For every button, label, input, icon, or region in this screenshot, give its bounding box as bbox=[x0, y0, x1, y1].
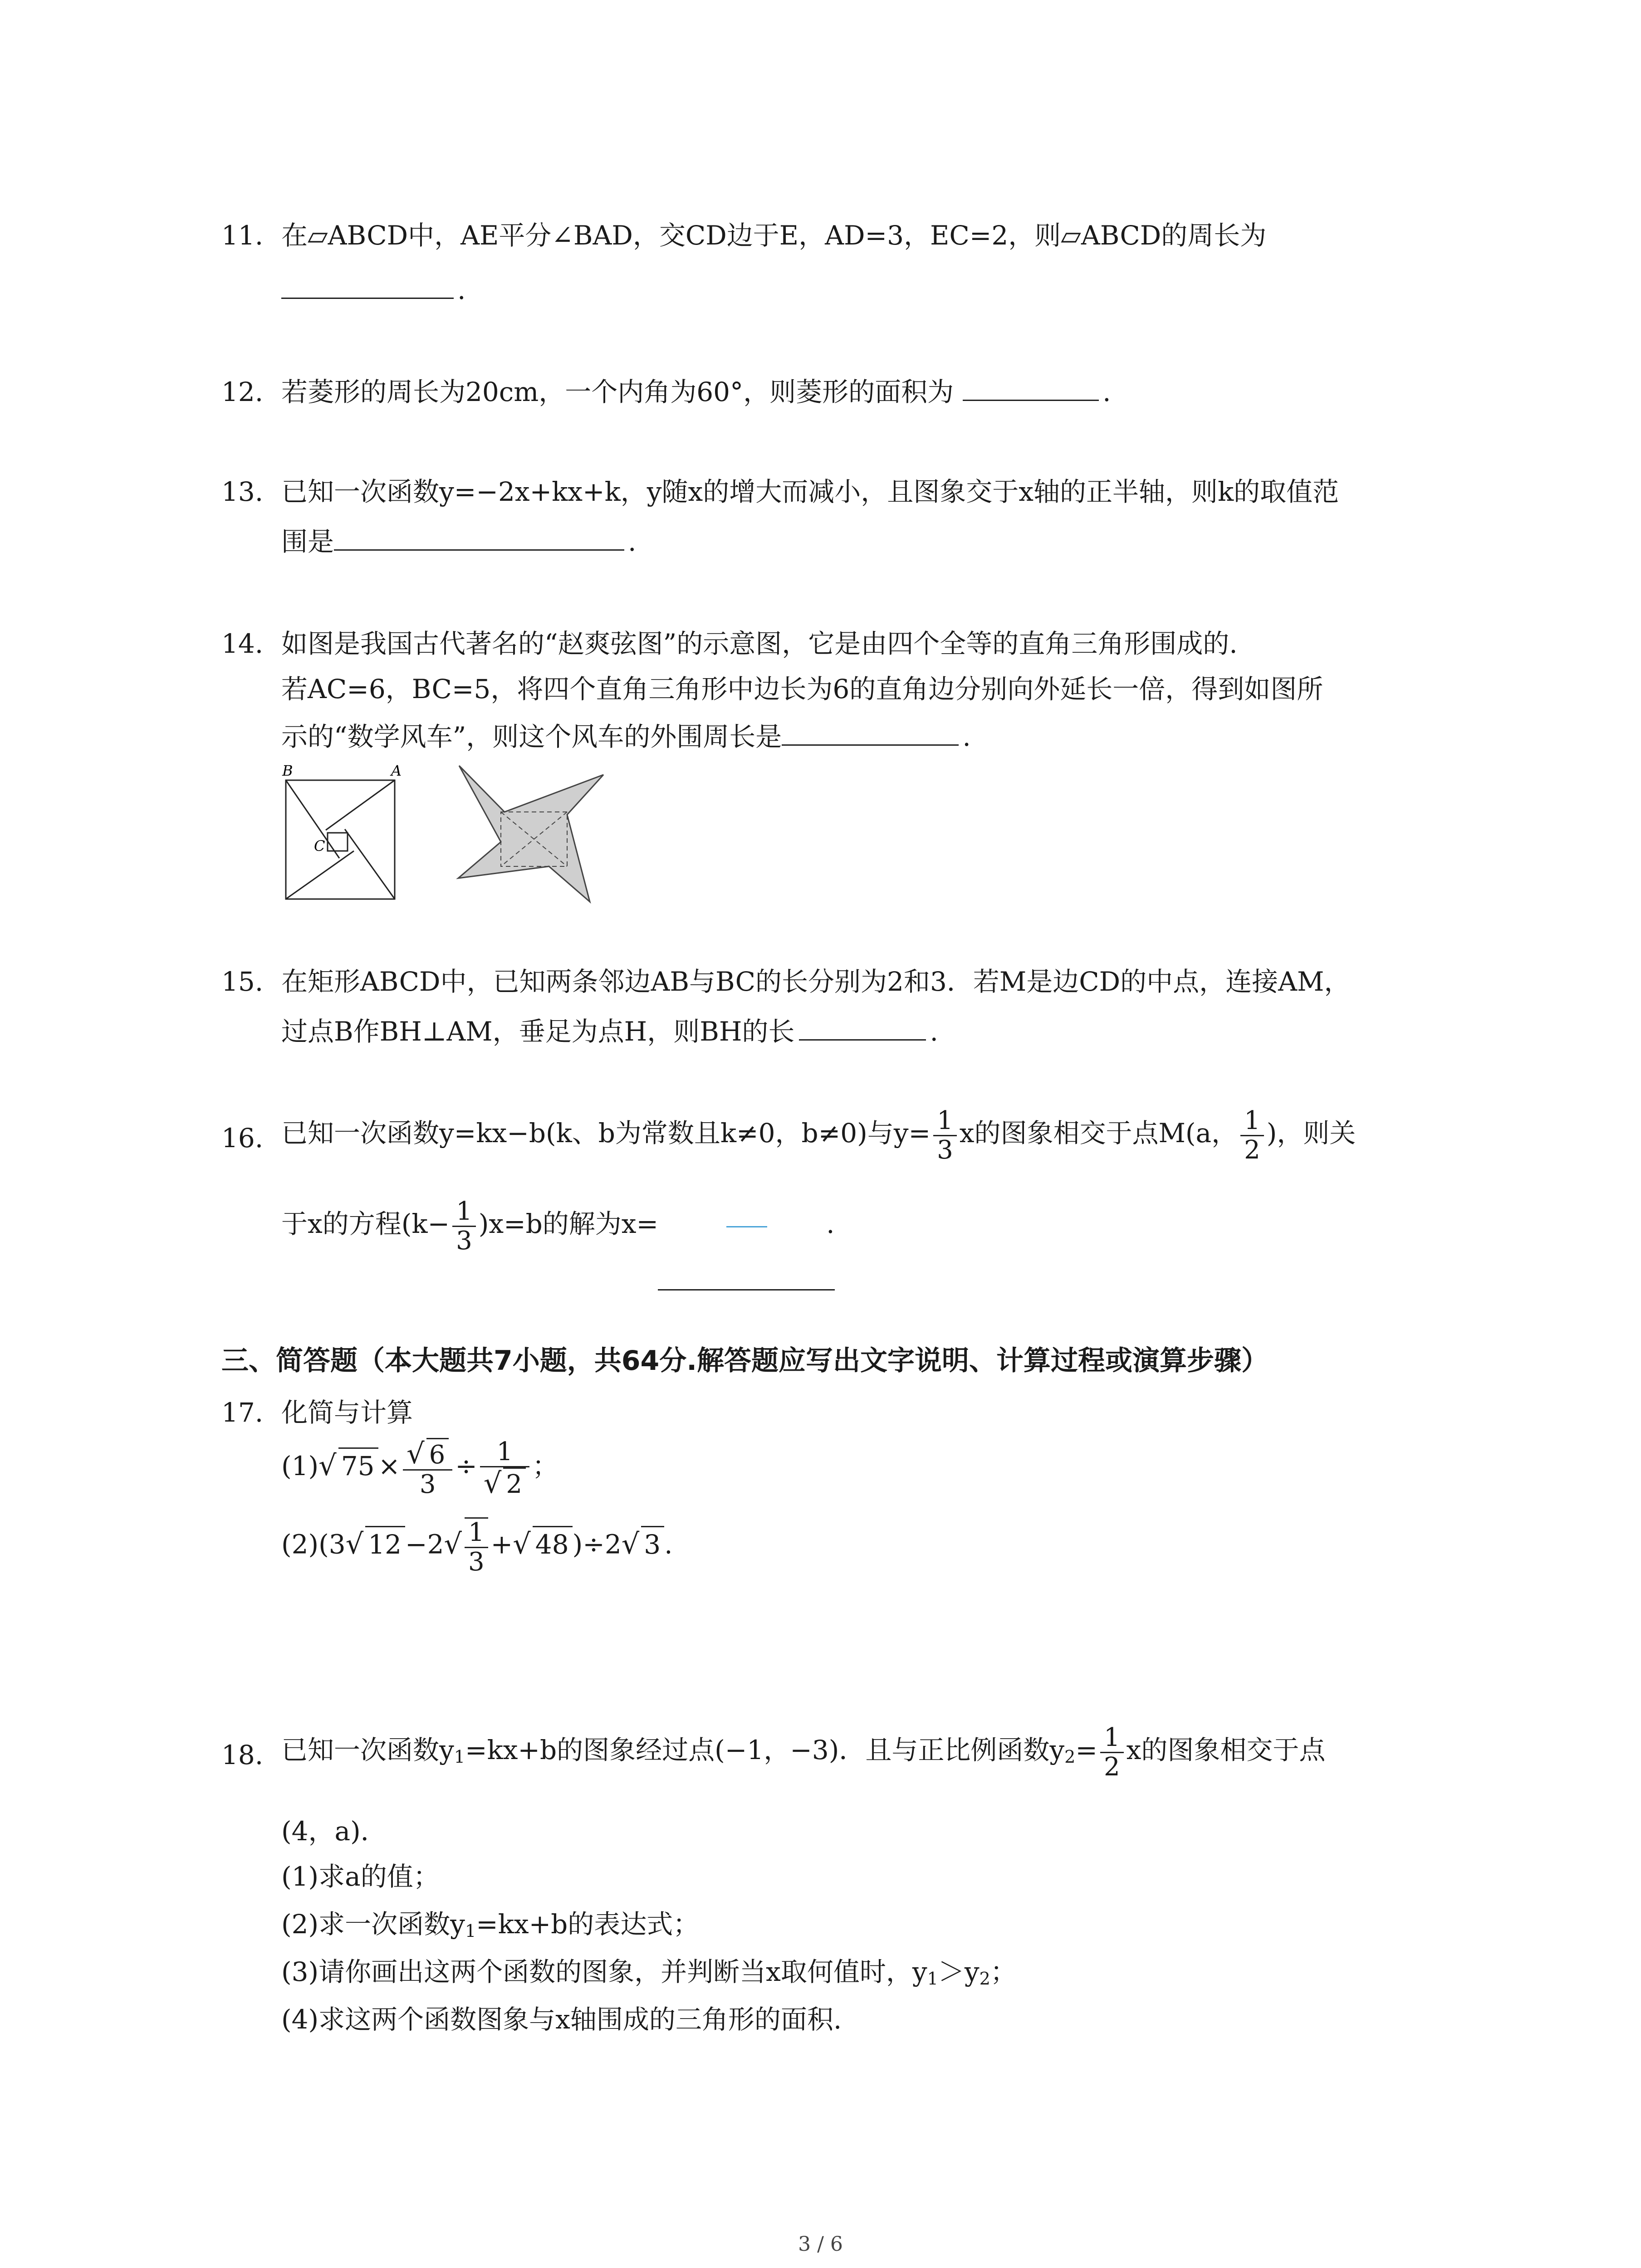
period: . bbox=[1102, 376, 1111, 407]
radicand: 2 bbox=[503, 1467, 526, 1499]
math-windmill-diagram bbox=[454, 762, 617, 912]
punctuation: . bbox=[664, 1529, 673, 1560]
radicand: 48 bbox=[533, 1526, 573, 1560]
question-17-part-1 bbox=[281, 1438, 558, 1499]
radical-sign: √ bbox=[407, 1437, 425, 1470]
question-number: 15. bbox=[221, 966, 264, 997]
punctuation: ； bbox=[990, 1956, 1017, 1987]
part-label: (1) bbox=[281, 1450, 319, 1481]
denominator: 3 bbox=[468, 1547, 485, 1577]
denominator: 2 bbox=[1244, 1135, 1260, 1165]
period: . bbox=[962, 721, 971, 752]
subscript: 1 bbox=[465, 1921, 476, 1941]
text-segment: =kx+b的图象经过点(−1，−3)．且与正比例函数y bbox=[465, 1735, 1065, 1766]
numerator: 1 bbox=[465, 1519, 488, 1548]
question-text: 在▱ABCD中，AE平分∠BAD，交CD边于E，AD=3，EC=2，则▱ABCD的周长为 bbox=[281, 220, 1267, 251]
question-text-line-1: 已知一次函数y=−2x+kx+k，y随x的增大而减小，且图象交于x轴的正半轴，则k的取值范 bbox=[281, 476, 1339, 507]
operator: )÷2 bbox=[572, 1529, 622, 1560]
radical-sign: √ bbox=[345, 1527, 364, 1560]
period: . bbox=[826, 1208, 835, 1240]
answer-blank bbox=[963, 398, 1099, 401]
text-segment: x的图象相交于点M(a， bbox=[959, 1118, 1238, 1149]
part-label: (2)(3 bbox=[281, 1529, 346, 1560]
question-text-line-2: 过点B作BH⊥AM，垂足为点H，则BH的长 bbox=[281, 1016, 795, 1047]
denominator: 3 bbox=[456, 1226, 472, 1256]
question-text-line-1: 如图是我国古代著名的“赵爽弦图”的示意图，它是由四个全等的直角三角形围成的. bbox=[281, 628, 1238, 659]
question-text-line-2: 围是 bbox=[281, 526, 334, 557]
radicand: 3 bbox=[641, 1526, 664, 1560]
radicand: 6 bbox=[426, 1438, 449, 1469]
radical-sign: √ bbox=[318, 1448, 337, 1482]
question-18-part-3 bbox=[281, 1950, 1017, 1989]
text-segment: = bbox=[1075, 1735, 1097, 1766]
fraction-one-third bbox=[933, 1107, 957, 1164]
label-c: C bbox=[314, 837, 325, 855]
answer-placeholder-mark bbox=[726, 1225, 767, 1227]
period: . bbox=[930, 1016, 938, 1047]
operator: ÷ bbox=[455, 1450, 477, 1481]
label-a: A bbox=[391, 762, 402, 779]
text-segment: ＞y bbox=[938, 1956, 980, 1987]
text-segment: =kx+b的表达式； bbox=[476, 1909, 700, 1940]
fraction-one-half bbox=[1240, 1107, 1264, 1164]
denominator: 3 bbox=[937, 1135, 953, 1165]
subscript: 2 bbox=[979, 1969, 990, 1989]
text-segment: 已知一次函数y bbox=[281, 1735, 454, 1766]
question-title: 化简与计算 bbox=[281, 1397, 413, 1428]
question-18-line-2: (4，a)． bbox=[281, 1816, 387, 1847]
punctuation: ； bbox=[532, 1450, 559, 1481]
subscript: 2 bbox=[1064, 1747, 1076, 1767]
answer-blank bbox=[334, 547, 624, 551]
radical-sign: √ bbox=[513, 1527, 531, 1560]
text-segment: (2)求一次函数y bbox=[281, 1909, 465, 1940]
question-number: 13. bbox=[221, 476, 264, 507]
question-text-line-2: 若AC=6，BC=5，将四个直角三角形中边长为6的直角边分别向外延长一倍，得到如图所 bbox=[281, 674, 1323, 704]
text-segment: 已知一次函数y=kx−b(k、b为常数且k≠0，b≠0)与y= bbox=[281, 1118, 931, 1149]
radical-sign: √ bbox=[621, 1527, 640, 1560]
question-text-line-1: 在矩形ABCD中，已知两条邻边AB与BC的长分别为2和3．若M是边CD的中点，连接AM， bbox=[281, 966, 1351, 997]
text-segment: (3)请你画出这两个函数的图象，并判断当x取何值时，y bbox=[281, 1956, 927, 1987]
question-number: 17. bbox=[221, 1397, 264, 1428]
answer-blank bbox=[281, 296, 454, 299]
question-number: 12. bbox=[221, 376, 264, 407]
numerator: 1 bbox=[452, 1198, 476, 1227]
zhao-shuang-diagram bbox=[272, 762, 408, 907]
radical-sign: √ bbox=[483, 1466, 502, 1500]
fraction-radicand bbox=[465, 1517, 488, 1576]
question-number: 14. bbox=[221, 628, 264, 659]
fraction-one-half bbox=[1100, 1724, 1124, 1781]
denominator: 2 bbox=[1103, 1752, 1120, 1782]
question-text-line-3: 示的“数学风车”，则这个风车的外围周长是 bbox=[281, 721, 782, 752]
operator: × bbox=[378, 1450, 401, 1481]
denominator: 3 bbox=[419, 1470, 436, 1500]
fraction bbox=[403, 1438, 452, 1499]
operator: −2 bbox=[405, 1529, 444, 1560]
question-number: 16. bbox=[221, 1123, 264, 1154]
numerator: 1 bbox=[933, 1107, 957, 1136]
radicand: 12 bbox=[365, 1526, 405, 1560]
question-number: 11. bbox=[221, 220, 264, 251]
fraction bbox=[480, 1438, 529, 1499]
label-b: B bbox=[282, 762, 293, 779]
numerator: 1 bbox=[480, 1438, 529, 1467]
text-segment: )，则关 bbox=[1266, 1118, 1356, 1149]
answer-blank bbox=[658, 1289, 835, 1290]
text-segment: x的图象相交于点 bbox=[1126, 1735, 1326, 1766]
text-segment: 于x的方程(k− bbox=[281, 1208, 450, 1240]
question-number: 18. bbox=[221, 1740, 264, 1770]
numerator: 1 bbox=[1100, 1724, 1124, 1753]
fraction-one-third bbox=[452, 1198, 476, 1255]
answer-blank bbox=[799, 1037, 926, 1041]
numerator: 1 bbox=[1240, 1107, 1264, 1136]
section-title: 三、简答题（本大题共7小题，共64分.解答题应写出文字说明、计算过程或演算步骤） bbox=[221, 1345, 1269, 1377]
period: . bbox=[457, 274, 466, 305]
subscript: 1 bbox=[454, 1747, 465, 1767]
subscript: 1 bbox=[927, 1969, 938, 1989]
question-text: 若菱形的周长为20cm，一个内角为60°，则菱形的面积为 bbox=[281, 376, 954, 407]
text-segment: )x=b的解为x= bbox=[478, 1208, 659, 1240]
question-17-part-2 bbox=[281, 1517, 673, 1576]
period: . bbox=[628, 526, 637, 557]
question-18-part-4: (4)求这两个函数图象与x轴围成的三角形的面积. bbox=[281, 2004, 842, 2035]
page-number: 3 / 6 bbox=[798, 2233, 843, 2256]
radical-sign: √ bbox=[444, 1527, 462, 1560]
operator: + bbox=[490, 1529, 513, 1560]
question-18-part-1: (1)求a的值； bbox=[281, 1861, 440, 1892]
radicand: 75 bbox=[338, 1447, 378, 1481]
question-18-part-2 bbox=[281, 1903, 699, 1941]
answer-blank bbox=[782, 743, 959, 746]
